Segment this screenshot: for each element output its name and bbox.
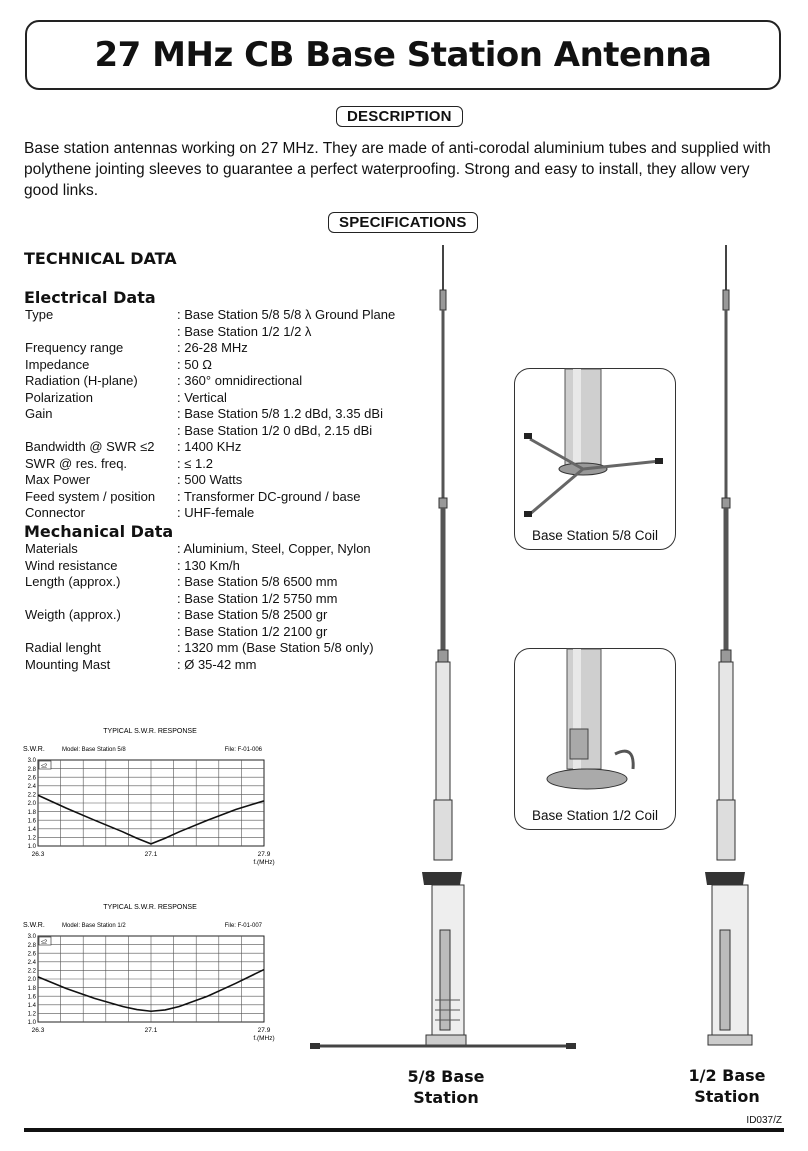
antenna-58-mast [422,245,466,1045]
coil-58-photo [514,368,676,550]
coil-12-caption: Base Station 1/2 Coil [531,808,659,823]
y-tick-label: 1.6 [27,994,36,1001]
x-tick-label: 26.3 [31,1027,45,1034]
antenna-12-drawing [690,240,770,1060]
spec-value: : Base Station 1/2 2100 gr [177,623,328,639]
document-code: ID037/Z [746,1115,782,1126]
spec-value: : Base Station 5/8 6500 mm [177,574,338,589]
antenna-12-mast [705,245,752,1045]
antenna-58-label [386,1066,506,1108]
chart-model: Model: Base Station 5/8 [62,747,126,753]
spec-value: : Base Station 5/8 5/8 λ Ground Plane [177,307,396,322]
chart-title: TYPICAL S.W.R. RESPONSE [103,728,197,735]
y-tick-label: 2.8 [27,766,36,773]
y-tick-label: 1.4 [27,1003,36,1009]
spec-label: Impedance [25,356,90,372]
y-tick-label: 2.0 [27,977,36,984]
x-tick-label: 27.1 [144,1027,158,1034]
swr-chart-58 [20,722,280,866]
chart-inset-label: ≤2 [41,763,48,770]
x-tick-label: 26.3 [31,851,45,858]
antenna-58-label-line2: Station [413,1088,479,1107]
spec-label: Connector [25,505,85,520]
y-tick-label: 2.2 [27,968,36,975]
y-tick-label: 2.6 [27,775,36,782]
spec-label: Mounting Mast [25,656,111,672]
y-tick-label: 1.2 [27,1011,36,1018]
coil-12-illustration [515,649,675,829]
y-tick-label: 2.2 [27,792,36,799]
y-tick-label: 1.8 [27,809,36,816]
chart-model: Model: Base Station 1/2 [62,923,126,929]
mechanical-data-heading: Mechanical Data [24,522,174,541]
spec-label: Gain [25,406,53,421]
spec-value: : UHF-female [177,505,255,520]
spec-label: Polarization [25,389,93,405]
chart-file: File: F-01-006 [224,747,262,753]
antenna-12-label-line1: 1/2 Base [688,1066,766,1085]
x-tick-label: 27.9 [257,1027,271,1034]
x-tick-label: 27.1 [144,851,158,858]
description-tag: DESCRIPTION [336,106,463,127]
spec-value: : Base Station 5/8 2500 gr [177,607,328,622]
spec-value: : ≤ 1.2 [177,455,214,471]
coil-58-illustration [515,369,675,549]
spec-value: : Base Station 1/2 5750 mm [177,590,338,606]
swr-chart-58-svg [20,722,280,866]
spec-value: : 1320 mm (Base Station 5/8 only) [177,640,374,655]
y-tick-label: 1.0 [27,844,36,851]
x-tick-label: 27.9 [257,851,271,858]
chart-xlabel: f.(MHz) [253,859,275,866]
chart-title: TYPICAL S.W.R. RESPONSE [103,904,197,911]
spec-label: Radiation (H-plane) [25,373,138,388]
spec-label: Frequency range [25,340,124,355]
spec-label: Materials [25,541,78,556]
spec-value: : 50 Ω [177,356,213,372]
technical-data-heading: TECHNICAL DATA [24,249,177,268]
title-box [25,20,781,90]
spec-value: : Aluminium, Steel, Copper, Nylon [177,541,371,556]
spec-value: : 360° omnidirectional [177,373,303,388]
spec-value: : 1400 KHz [177,439,242,454]
spec-label: Length (approx.) [25,574,121,589]
spec-value: : Base Station 1/2 1/2 λ [177,323,312,339]
swr-chart-12-svg [20,898,280,1042]
y-tick-label: 2.6 [27,951,36,958]
chart-xlabel: f.(MHz) [253,1035,275,1042]
specifications-tag: SPECIFICATIONS [328,212,478,233]
y-tick-label: 1.2 [27,835,36,842]
y-tick-label: 2.4 [27,784,36,790]
antenna-58-label-line1: 5/8 Base [407,1067,485,1086]
spec-label: Bandwidth @ SWR ≤2 [25,439,155,454]
y-tick-label: 1.6 [27,818,36,825]
spec-value: : Vertical [177,389,227,405]
y-tick-label: 2.0 [27,801,36,808]
spec-value: : Transformer DC-ground / base [177,488,361,504]
chart-file: File: F-01-007 [224,923,262,929]
coil-58-caption: Base Station 5/8 Coil [531,528,659,543]
spec-label: Type [25,307,54,322]
spec-value: : 500 Watts [177,472,243,487]
spec-value: : 130 Km/h [177,557,240,573]
description-text: Base station antennas working on 27 MHz. They are made of anti-corodal aluminium tubes and supplied with polythene jointing sleeves to guarantee a perfect waterproofing. Strong and easy to install, they allow very good links. [24,140,771,199]
page-title: 27 MHz CB Base Station Antenna [94,35,712,75]
spec-label: Wind resistance [25,557,118,573]
y-tick-label: 3.0 [27,934,36,941]
y-tick-label: 1.0 [27,1020,36,1027]
chart-ylabel: S.W.R. [23,746,45,753]
spec-label: Radial lenght [25,640,101,655]
y-tick-label: 2.8 [27,942,36,949]
spec-value: : Ø 35-42 mm [177,656,257,672]
antenna-12-label [672,1065,782,1107]
spec-label: Feed system / position [25,488,156,504]
y-tick-label: 1.8 [27,985,36,992]
electrical-data-heading: Electrical Data [24,288,156,307]
coil-12-photo [514,648,676,830]
y-tick-label: 1.4 [27,827,36,833]
chart-ylabel: S.W.R. [23,922,45,929]
y-tick-label: 3.0 [27,758,36,765]
spec-value: : Base Station 1/2 0 dBd, 2.15 dBi [177,422,373,438]
antenna-12-label-line2: Station [694,1087,760,1106]
y-tick-label: 2.4 [27,960,36,966]
chart-inset-label: ≤2 [41,939,48,946]
spec-value: : Base Station 5/8 1.2 dBd, 3.35 dBi [177,406,383,421]
spec-label: Max Power [25,472,91,487]
spec-value: : 26-28 MHz [177,340,248,355]
spec-label: SWR @ res. freq. [25,455,128,471]
spec-label: Weigth (approx.) [25,607,121,622]
bottom-divider [24,1128,784,1132]
swr-chart-12 [20,898,280,1042]
